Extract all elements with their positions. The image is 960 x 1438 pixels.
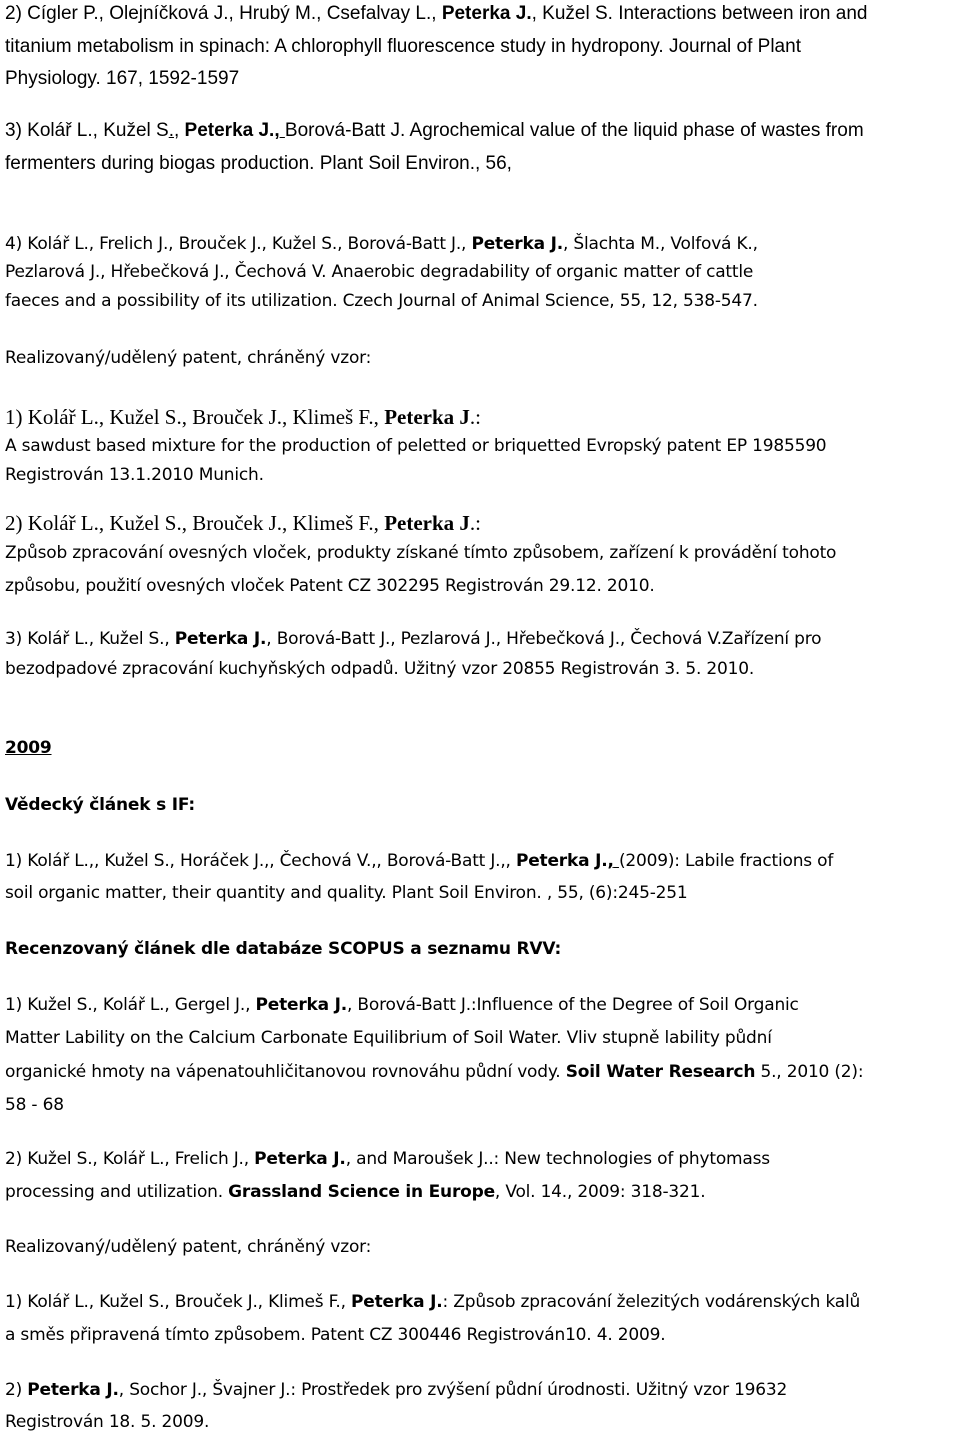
text-run: .:: [469, 405, 481, 429]
text-line: [5, 1064, 863, 1081]
text-run: 1) Kužel S., Kolář L., Gergel J.,: [5, 995, 256, 1015]
text-run: Matter Lability on the Calcium Carbonate Equilibrium of Soil Water. Vliv stupně lability půdní: [5, 1028, 772, 1048]
text-run: ,: [274, 120, 280, 141]
text-run: 2) Cígler P., Olejníčková J., Hrubý M., Csefalvay L.,: [5, 3, 442, 24]
text-run: .:: [469, 511, 481, 535]
text-line: [5, 467, 264, 484]
text-run: Peterka J.: [254, 1149, 346, 1169]
text-run: Grassland Science in Europe: [228, 1182, 495, 1202]
text-run: Peterka J.: [515, 851, 608, 871]
text-line: [5, 740, 52, 757]
text-run: Recenzovaný článek dle databáze SCOPUS a seznamu RVV:: [5, 939, 562, 959]
text-run: Peterka J.: [441, 3, 532, 24]
text-run: A sawdust based mixture for the production of peletted or briquetted Evropský patent EP 1985590: [5, 436, 827, 456]
text-run: , Vol. 14., 2009: 318-321.: [494, 1182, 706, 1202]
text-line: [5, 236, 758, 253]
text-run: , and Maroušek J..: New technologies of phytomass: [345, 1149, 770, 1169]
text-run: Realizovaný/udělený patent, chráněný vzor:: [5, 348, 372, 368]
text-run: Peterka J.: [27, 1380, 119, 1400]
text-run: ,: [173, 120, 185, 141]
text-line: [5, 69, 239, 88]
text-run: Registrován 13.1.2010 Munich.: [5, 465, 264, 485]
text-line: [5, 1184, 705, 1201]
text-run: Pezlarová J., Hřebečková J., Čechová V. Anaerobic degradability of organic matter of cattle: [5, 262, 754, 282]
text-line: [5, 407, 481, 428]
text-line: [5, 1382, 787, 1399]
text-line: [5, 578, 655, 595]
text-run: , Borová-Batt J.:Influence of the Degree of Soil Organic: [347, 995, 799, 1015]
text-line: [5, 293, 758, 310]
text-run: Realizovaný/udělený patent, chráněný vzor:: [5, 1237, 372, 1257]
text-run: Peterka J: [384, 511, 470, 535]
text-line: [5, 1414, 209, 1431]
text-line: [5, 885, 688, 902]
text-line: [5, 797, 195, 814]
text-run: Peterka J.: [255, 995, 347, 1015]
text-run: Peterka J.: [351, 1292, 443, 1312]
text-line: [5, 350, 371, 367]
text-run: Registrován 18. 5. 2009.: [5, 1412, 210, 1432]
text-line: [5, 1327, 665, 1344]
text-run: Physiology. 167, 1592-1597: [5, 68, 240, 89]
text-run: Peterka J.: [174, 629, 267, 649]
text-run: , Šlachta M., Volfová K.,: [562, 234, 758, 254]
text-run: fermenters during biogas production. Plant Soil Environ., 56,: [5, 153, 512, 174]
text-line: [5, 1151, 770, 1168]
text-run: 2) Kolář L., Kužel S., Brouček J., Klimeš F.,: [5, 511, 385, 535]
text-run: , Borová-Batt J., Pezlarová J., Hřebečková J., Čechová V.Zařízení pro: [266, 629, 822, 649]
text-run: Borová-Batt J. Agrochemical value of the liquid phase of wastes from: [284, 120, 864, 141]
text-run: Soil Water Research: [565, 1062, 756, 1082]
text-run: bezodpadové zpracování kuchyňských odpadů. Užitný vzor 20855 Registrován 3. 5. 2010.: [5, 659, 755, 679]
text-line: [5, 941, 561, 958]
text-run: 3) Kolář L., Kužel S: [5, 120, 169, 141]
text-run: 1) Kolář L.,, Kužel S., Horáček J.,, Čechová V.,, Borová-Batt J.,,: [5, 851, 516, 871]
text-run: 58 - 68: [5, 1095, 64, 1115]
text-line: [5, 264, 753, 281]
text-line: [5, 661, 754, 678]
text-run: , Kužel S. Interactions between iron and: [531, 3, 868, 24]
text-line: [5, 121, 864, 140]
text-line: [5, 513, 481, 534]
text-run: 3) Kolář L., Kužel S.,: [5, 629, 175, 649]
text-run: : Způsob zpracování železitých vodárenských kalů: [442, 1292, 861, 1312]
text-run: 2009: [5, 738, 52, 758]
text-run: organické hmoty na vápenatouhličitanovou rovnováhu půdní vody.: [5, 1062, 566, 1082]
text-run: processing and utilization.: [5, 1182, 229, 1202]
text-line: [5, 37, 801, 56]
text-line: [5, 4, 867, 23]
text-line: [5, 1294, 860, 1311]
text-run: a směs připravená tímto způsobem. Patent CZ 300446 Registrován10. 4. 2009.: [5, 1325, 666, 1345]
text-run: 4) Kolář L., Frelich J., Brouček J., Kužel S., Borová-Batt J.,: [5, 234, 472, 254]
text-run: faeces and a possibility of its utilization. Czech Journal of Animal Science, 55, 12, 538-547.: [5, 291, 758, 311]
text-run: 1) Kolář L., Kužel S., Brouček J., Klimeš F.,: [5, 405, 385, 429]
text-run: Vědecký článek s IF:: [5, 795, 195, 815]
text-line: [5, 545, 836, 562]
text-line: [5, 1097, 64, 1114]
text-line: [5, 631, 821, 648]
text-run: soil organic matter, their quantity and quality. Plant Soil Environ. , 55, (6):245-251: [5, 883, 688, 903]
text-line: [5, 853, 833, 870]
text-line: [5, 1030, 772, 1047]
text-line: [5, 997, 799, 1014]
text-run: (2009): Labile fractions of: [618, 851, 834, 871]
text-run: 2) Kužel S., Kolář L., Frelich J.,: [5, 1149, 255, 1169]
text-run: Peterka J.: [184, 120, 275, 141]
text-line: [5, 154, 512, 173]
text-run: 1) Kolář L., Kužel S., Brouček J., Klimeš F.,: [5, 1292, 352, 1312]
text-run: Peterka J.: [471, 234, 563, 254]
text-run: Způsob zpracování ovesných vloček, produkty získané tímto způsobem, zařízení k provádění tohoto: [5, 543, 837, 563]
text-run: způsobu, použití ovesných vloček Patent CZ 302295 Registrován 29.12. 2010.: [5, 576, 655, 596]
text-run: Peterka J: [384, 405, 470, 429]
text-run: ,: [607, 851, 614, 871]
text-line: [5, 438, 826, 455]
text-line: [5, 1239, 371, 1256]
text-run: .: [168, 120, 174, 141]
text-run: 2): [5, 1380, 28, 1400]
text-run: 5., 2010 (2):: [755, 1062, 864, 1082]
text-run: titanium metabolism in spinach: A chlorophyll fluorescence study in hydropony. Journal of Plant: [5, 36, 801, 57]
text-run: , Sochor J., Švajner J.: Prostředek pro zvýšení půdní úrodnosti. Užitný vzor 19632: [118, 1380, 788, 1400]
